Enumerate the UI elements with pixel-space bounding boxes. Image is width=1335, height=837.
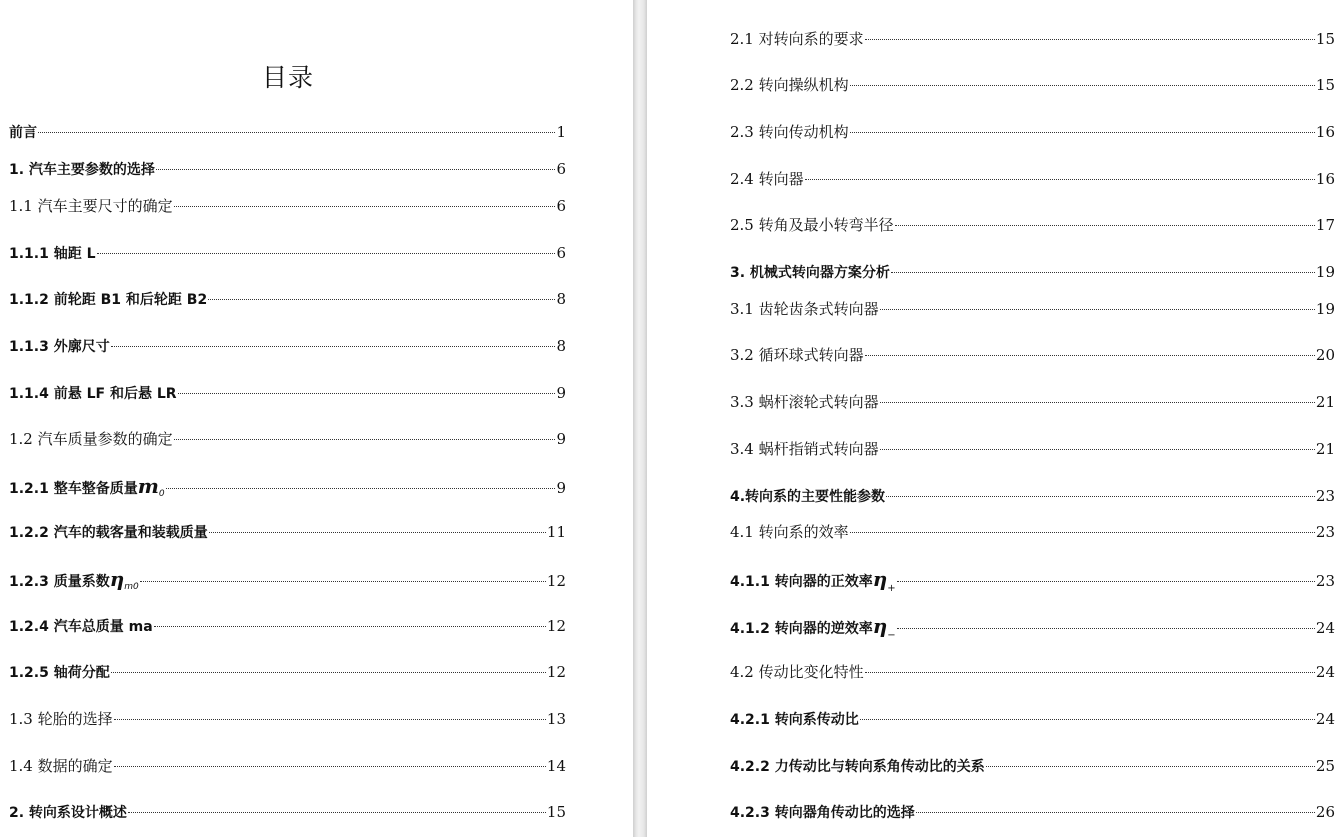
dot-leader: [805, 179, 1315, 180]
toc-entry[interactable]: [9, 196, 566, 216]
dot-leader: [209, 532, 546, 533]
toc-entry-text: 3.2 循环球式转向器: [730, 346, 864, 364]
toc-entry-label: [9, 290, 207, 310]
toc-entry-label: [730, 169, 804, 189]
toc-entry[interactable]: [9, 122, 566, 143]
toc-entry-text: 1.4 数据的确定: [9, 757, 113, 775]
dot-leader: [111, 346, 556, 347]
toc-entry-label: [9, 709, 113, 729]
dot-leader: [986, 766, 1315, 767]
toc-entry-label: [730, 522, 849, 542]
toc-page-number: 15: [546, 803, 566, 821]
math-symbol: η: [109, 567, 125, 591]
toc-page-number: 17: [1315, 216, 1335, 234]
toc-entry-text: 4.转向系的主要性能参数: [730, 489, 886, 505]
toc-page-number: 8: [556, 337, 566, 355]
toc-entry-label: [730, 487, 885, 507]
toc-entry-label: [730, 439, 879, 459]
toc-page-number: 21: [1315, 393, 1335, 411]
toc-entry[interactable]: [9, 756, 566, 776]
toc-entry[interactable]: [9, 383, 566, 404]
dot-leader: [897, 628, 1315, 629]
toc-page-number: 8: [556, 290, 566, 308]
toc-entry[interactable]: [730, 522, 1335, 542]
toc-entry-label: [730, 710, 859, 730]
toc-entry-text: 4.1.1 转向器的正效率: [730, 574, 873, 590]
toc-entry-text: 4.2.3 转向器角传动比的选择: [730, 805, 915, 821]
toc-entry[interactable]: [730, 345, 1335, 365]
toc-entry-text: 4.1 转向系的效率: [730, 523, 849, 541]
dot-leader: [865, 672, 1315, 673]
toc-entry[interactable]: [730, 169, 1335, 189]
page-gutter: [633, 0, 647, 837]
toc-entry-text: 1.2.5 轴荷分配: [9, 665, 110, 681]
dot-leader: [916, 812, 1315, 813]
dot-leader: [880, 309, 1315, 310]
toc-entry[interactable]: [9, 709, 566, 729]
toc-entry[interactable]: [9, 159, 566, 180]
toc-page-number: 24: [1315, 663, 1335, 681]
toc-page-number: 23: [1315, 572, 1335, 590]
toc-entry-label: [730, 29, 864, 49]
toc-entry[interactable]: [9, 243, 566, 264]
toc-page-number: 11: [546, 523, 566, 541]
toc-entry[interactable]: [730, 215, 1335, 235]
dot-leader: [38, 132, 555, 133]
toc-entry[interactable]: [9, 616, 566, 637]
dot-leader: [850, 132, 1315, 133]
toc-entry-text: 4.2.2 力传动比与转向系角传动比的关系: [730, 759, 985, 775]
toc-entry-label: [730, 616, 896, 646]
toc-entry-text: 1.2.1 整车整备质量: [9, 481, 138, 497]
dot-leader: [111, 672, 546, 673]
toc-entry-label: [730, 569, 896, 599]
toc-page-right: [647, 0, 1335, 837]
toc-page-number: 16: [1315, 170, 1335, 188]
toc-page-number: 6: [556, 244, 566, 262]
dot-leader: [128, 812, 546, 813]
toc-page-number: 12: [546, 617, 566, 635]
toc-entry-text: 1.1.3 外廓尺寸: [9, 339, 110, 355]
toc-entry-text: 2.3 转向传动机构: [730, 123, 849, 141]
dot-leader: [897, 581, 1315, 582]
toc-page-number: 16: [1315, 123, 1335, 141]
toc-entry-text: 1.2.2 汽车的载客量和装载质量: [9, 525, 208, 541]
dot-leader: [850, 85, 1315, 86]
toc-entry[interactable]: [730, 262, 1335, 283]
toc-entry-label: [730, 345, 864, 365]
toc-entry[interactable]: [730, 122, 1335, 142]
toc-entry-label: [9, 756, 113, 776]
toc-entry[interactable]: [9, 662, 566, 683]
toc-entry-text: 1.1.4 前悬 LF 和后悬 LR: [9, 386, 177, 402]
toc-entry-text: 1. 汽车主要参数的选择: [9, 162, 155, 178]
toc-entry-label: [9, 663, 110, 683]
dot-leader: [895, 225, 1315, 226]
toc-entry-label: [9, 196, 173, 216]
toc-entry-text: 1.2.4 汽车总质量 ma: [9, 619, 153, 635]
toc-entry[interactable]: [9, 476, 566, 504]
toc-entry-text: 2.5 转角及最小转弯半径: [730, 216, 894, 234]
dot-leader: [891, 272, 1315, 273]
toc-page-number: 6: [556, 197, 566, 215]
toc-entry-label: [730, 263, 890, 283]
toc-page-number: 20: [1315, 346, 1335, 364]
toc-entry-label: [9, 160, 155, 180]
toc-entry[interactable]: [9, 289, 566, 310]
toc-page-number: 14: [546, 757, 566, 775]
toc-entry[interactable]: [730, 802, 1335, 823]
toc-entry[interactable]: [730, 29, 1335, 49]
math-symbol: η: [872, 614, 888, 638]
toc-entry-text: 1.1 汽车主要尺寸的确定: [9, 197, 173, 215]
toc-entry-label: [730, 122, 849, 142]
toc-entry-text: 2.4 转向器: [730, 170, 804, 188]
toc-entry-text: 4.2 传动比变化特性: [730, 663, 864, 681]
toc-entry-text: 1.1.1 轴距 L: [9, 246, 96, 262]
dot-leader: [114, 766, 546, 767]
math-subscript: −: [887, 630, 896, 641]
toc-entry-text: 2.2 转向操纵机构: [730, 76, 849, 94]
toc-entry[interactable]: [9, 522, 566, 543]
toc-entry-label: [730, 757, 985, 777]
dot-leader: [850, 532, 1315, 533]
toc-entry-text: 前言: [9, 125, 37, 141]
toc-entry-label: [9, 123, 37, 143]
toc-entry[interactable]: [730, 709, 1335, 730]
toc-page-number: 23: [1315, 487, 1335, 505]
toc-entry-label: [730, 215, 894, 235]
toc-entry[interactable]: [730, 569, 1335, 599]
toc-entry[interactable]: [9, 429, 566, 449]
dot-leader: [865, 355, 1315, 356]
toc-entry[interactable]: [9, 336, 566, 357]
toc-page-number: 24: [1315, 619, 1335, 637]
toc-page-number: 26: [1315, 803, 1335, 821]
toc-page-number: 9: [556, 430, 566, 448]
dot-leader: [886, 496, 1315, 497]
toc-page-number: 12: [546, 663, 566, 681]
toc-entry-text: 3.4 蜗杆指销式转向器: [730, 440, 879, 458]
toc-entry-label: [9, 803, 127, 823]
toc-entry[interactable]: [730, 756, 1335, 777]
toc-entry-label: [9, 617, 153, 637]
dot-leader: [178, 393, 556, 394]
toc-entry-label: [730, 662, 864, 682]
toc-page-left: [0, 0, 633, 837]
toc-title: 目录: [261, 63, 314, 92]
toc-page-number: 13: [546, 710, 566, 728]
toc-entry[interactable]: [730, 439, 1335, 459]
toc-entry-text: 1.2 汽车质量参数的确定: [9, 430, 173, 448]
toc-entry[interactable]: [730, 662, 1335, 682]
math-symbol: m: [137, 474, 159, 498]
toc-entry-label: [9, 476, 165, 504]
toc-page-number: 21: [1315, 440, 1335, 458]
toc-entry-text: 1.1.2 前轮距 B1 和后轮距 B2: [9, 292, 208, 308]
toc-entry[interactable]: [730, 486, 1335, 507]
dot-leader: [860, 719, 1315, 720]
toc-entry-text: 3.1 齿轮齿条式转向器: [730, 300, 879, 318]
toc-entry-text: 2.1 对转向系的要求: [730, 30, 864, 48]
toc-page-number: 9: [556, 384, 566, 402]
toc-entry-label: [9, 384, 177, 404]
toc-page-number: 24: [1315, 710, 1335, 728]
toc-entry-label: [9, 244, 96, 264]
toc-page-number: 6: [556, 160, 566, 178]
math-subscript: +: [887, 583, 896, 594]
toc-page-number: 15: [1315, 30, 1335, 48]
toc-page-number: 1: [556, 123, 566, 141]
toc-entry-label: [9, 429, 173, 449]
toc-entry-text: 3. 机械式转向器方案分析: [730, 265, 890, 281]
math-symbol: η: [872, 567, 888, 591]
dot-leader: [140, 581, 546, 582]
toc-entry-text: 4.2.1 转向系传动比: [730, 712, 859, 728]
toc-entry-text: 2. 转向系设计概述: [9, 805, 127, 821]
toc-entry-text: 1.2.3 质量系数: [9, 574, 110, 590]
dot-leader: [114, 719, 546, 720]
toc-page-number: 23: [1315, 523, 1335, 541]
toc-page-number: 19: [1315, 263, 1335, 281]
toc-entry[interactable]: [9, 569, 566, 597]
toc-page-number: 19: [1315, 300, 1335, 318]
dot-leader: [174, 206, 556, 207]
toc-entry[interactable]: [730, 75, 1335, 95]
toc-page-number: 12: [546, 572, 566, 590]
dot-leader: [156, 169, 556, 170]
toc-entry-text: 4.1.2 转向器的逆效率: [730, 621, 873, 637]
toc-entry[interactable]: [730, 392, 1335, 412]
toc-entry-label: [9, 523, 208, 543]
toc-entry[interactable]: [9, 802, 566, 823]
toc-page-number: 9: [556, 479, 566, 497]
dot-leader: [166, 488, 556, 489]
dot-leader: [154, 626, 546, 627]
toc-entry-text: 1.3 轮胎的选择: [9, 710, 113, 728]
toc-entry-label: [9, 337, 110, 357]
dot-leader: [97, 253, 556, 254]
dot-leader: [174, 439, 556, 440]
toc-entry-label: [9, 569, 139, 597]
toc-entry-label: [730, 299, 879, 319]
toc-page-number: 15: [1315, 76, 1335, 94]
dot-leader: [208, 299, 555, 300]
math-subscript: m0: [124, 582, 139, 592]
toc-entry-label: [730, 75, 849, 95]
toc-entry-label: [730, 803, 915, 823]
toc-entry-text: 3.3 蜗杆滚轮式转向器: [730, 393, 879, 411]
toc-entry-label: [730, 392, 879, 412]
toc-entry[interactable]: [730, 616, 1335, 646]
dot-leader: [865, 39, 1315, 40]
dot-leader: [880, 449, 1315, 450]
toc-entry[interactable]: [730, 299, 1335, 319]
math-subscript: 0: [158, 489, 165, 499]
toc-page-number: 25: [1315, 757, 1335, 775]
dot-leader: [880, 402, 1315, 403]
